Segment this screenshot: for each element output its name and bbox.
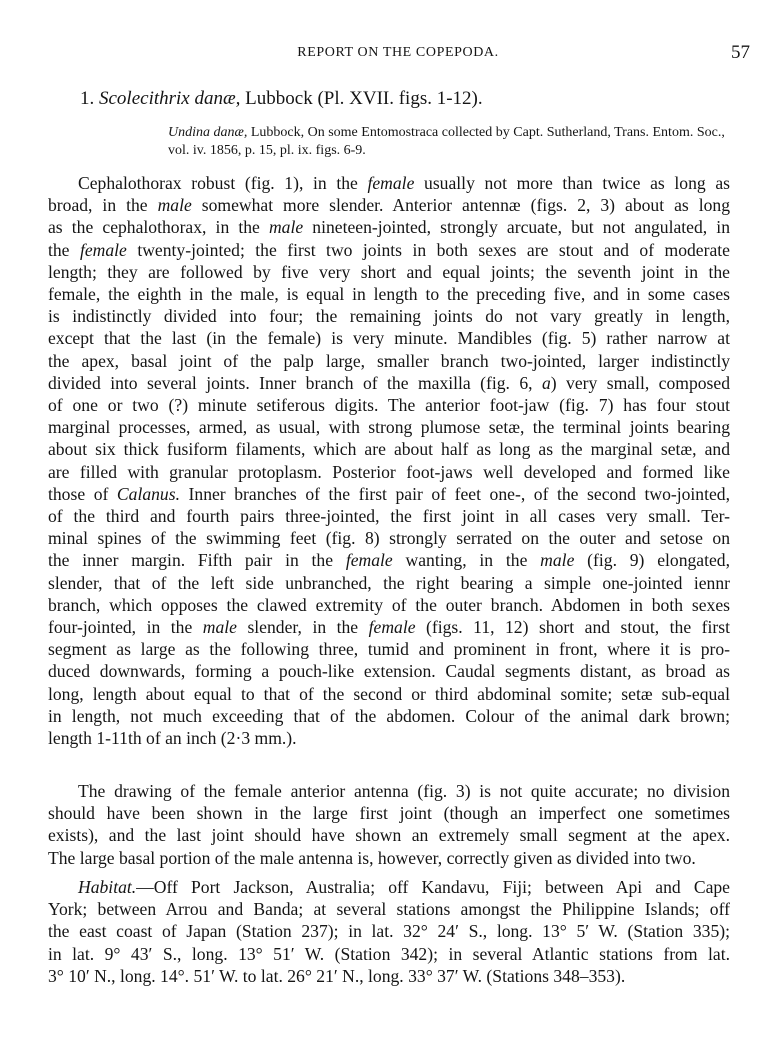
text-line	[48, 638, 730, 660]
text-run: is indistinctly divided into four; the remaining joints do not vary greatly in length,	[48, 306, 730, 327]
text-line	[48, 216, 730, 238]
italic-run: female	[367, 173, 415, 193]
synonym-reference-cont: vol. iv. 1856, p. 15, pl. ix. figs. 6-9.	[168, 143, 366, 158]
text-run: of one or two (?) minute setiferous digits. The anterior foot-jaw (fig. 7) has four stout	[48, 395, 730, 416]
text-run: branch, which opposes the clawed extremity of the outer branch. Abdomen in both sexes	[48, 594, 730, 615]
text-line	[48, 350, 730, 372]
italic-run: a	[541, 372, 551, 393]
text-line	[48, 527, 730, 549]
text-run: wanting, in the	[392, 550, 541, 571]
text-run: those of	[48, 483, 117, 504]
text-line	[48, 920, 730, 942]
text-run: about six thick fusiform filaments, which are about half as long as the marginal setæ, and	[48, 439, 730, 460]
text-line	[48, 705, 730, 727]
text-run: slender, that of the left side unbranched, the right bearing a simple one-jointed iennr	[48, 572, 730, 593]
text-run: —Off Port Jackson, Australia; off Kandavu, Fiji; between Api and Cape	[136, 877, 730, 897]
synonymy-citation	[168, 124, 728, 160]
text-run: length; they are followed by five very short and equal joints; the seventh joint in the	[48, 261, 730, 282]
text-run: usually not more than twice as long as	[414, 173, 730, 193]
text-run: (figs. 11, 12) short and stout, the first	[415, 617, 730, 638]
text-line	[48, 505, 730, 527]
habitat-paragraph	[48, 876, 730, 987]
text-line	[48, 549, 730, 571]
italic-run: male	[202, 617, 237, 638]
text-run: the	[48, 239, 80, 260]
text-line	[48, 802, 730, 824]
text-run: somewhat more slender. Anterior antennæ (figs. 2, 3) about as long	[191, 195, 730, 216]
italic-run: male	[157, 195, 192, 216]
text-run: should have been shown in the large first joint (though an imperfect one sometimes	[48, 803, 730, 824]
text-line	[48, 416, 730, 438]
text-line	[48, 847, 730, 869]
italic-run: female	[79, 239, 127, 260]
text-line	[48, 283, 730, 305]
running-header	[46, 42, 750, 66]
species-number: 1.	[80, 88, 95, 109]
page-number: 57	[731, 42, 750, 63]
text-run: divided into several joints. Inner branch of the maxilla (fig. 6,	[48, 372, 542, 393]
italic-run: male	[268, 217, 304, 238]
text-line	[48, 594, 730, 616]
text-run: 3° 10′ N., long. 14°. 51′ W. to lat. 26° 21′ N., long. 33° 37′ W. (Stations 348–353).	[48, 965, 626, 986]
text-run: marginal processes, armed, as usual, with strong plumose setæ, the terminal joints bearing	[48, 417, 730, 438]
text-line	[48, 727, 730, 749]
italic-run: female	[368, 617, 416, 638]
running-title: REPORT ON THE COPEPODA.	[297, 45, 499, 60]
text-line	[48, 965, 730, 987]
text-run: broad, in the	[48, 195, 158, 216]
text-line	[48, 572, 730, 594]
text-run: ) very small, composed	[550, 372, 730, 393]
text-run: are filled with granular protoplasm. Posterior foot-jaws well developed and formed like	[48, 461, 730, 482]
species-heading	[80, 88, 483, 110]
antenna-note-paragraph	[48, 780, 730, 869]
text-line	[48, 780, 730, 802]
text-run: the apex, basal joint of the palp large, smaller branch two-jointed, larger indistinctly	[48, 350, 730, 371]
text-line	[48, 305, 730, 327]
text-line	[48, 660, 730, 682]
text-line	[48, 239, 730, 261]
text-line	[48, 898, 730, 920]
text-line	[48, 943, 730, 965]
text-run: as the cephalothorax, in the	[48, 217, 269, 238]
text-run: in length, not much exceeding that of the abdomen. Colour of the animal dark brown;	[48, 705, 730, 726]
text-run: four-jointed, in the	[48, 617, 203, 638]
text-line	[48, 438, 730, 460]
text-run: nineteen-jointed, strongly arcuate, but not angulated, in	[303, 217, 730, 238]
italic-run: Habitat.	[78, 877, 137, 897]
text-line	[48, 194, 730, 216]
text-run: duced downwards, forming a pouch-like extension. Caudal segments distant, as broad as	[48, 661, 730, 682]
text-run: York; between Arrou and Banda; at several stations amongst the Philippine Islands; off	[48, 899, 730, 920]
text-line	[48, 394, 730, 416]
text-run: Cephalothorax robust (fig. 1), in the	[78, 173, 368, 193]
text-line	[48, 616, 730, 638]
text-run: length 1-11th of an inch (2·3 mm.).	[48, 728, 297, 749]
text-line	[48, 372, 730, 394]
text-run: Inner branches of the first pair of feet one-, of the second two-jointed,	[179, 483, 730, 504]
text-line	[48, 172, 730, 194]
text-run: female, the eighth in the male, is equal in length to the preceding five, and in some cases	[48, 284, 730, 305]
species-authority: Lubbock (Pl. XVII. figs. 1-12).	[245, 88, 483, 109]
text-run: segment as large as the following three, tumid and prominent in front, where it is pro-	[48, 639, 730, 660]
text-line	[48, 824, 730, 846]
text-run: exists), and the last joint should have shown an extremely small segment at the apex.	[48, 825, 730, 846]
synonym-name: Undina danæ,	[168, 125, 248, 140]
text-run: twenty-jointed; the first two joints in both sexes are stout and of moderate	[126, 239, 730, 260]
text-line	[48, 876, 730, 898]
text-line	[48, 327, 730, 349]
text-line	[48, 261, 730, 283]
text-run: except that the last (in the female) is very minute. Mandibles (fig. 5) rather narrow at	[48, 328, 730, 349]
italic-run: Calanus.	[116, 483, 180, 504]
text-run: slender, in the	[236, 617, 369, 638]
synonym-reference: Lubbock, On some Entomostraca collected by Capt. Sutherland, Trans. Entom. Soc.,	[250, 125, 725, 140]
italic-run: female	[345, 550, 393, 571]
text-run: The large basal portion of the male antenna is, however, correctly given as divided into two.	[48, 847, 696, 868]
text-run: the inner margin. Fifth pair in the	[48, 550, 346, 571]
text-line	[48, 461, 730, 483]
text-run: of the third and fourth pairs three-jointed, the first joint in all cases very small. Ter-	[48, 506, 730, 527]
text-run: long, length about equal to that of the second or third abdominal somite; setæ sub-equal	[48, 683, 730, 704]
text-line	[48, 683, 730, 705]
text-line	[48, 483, 730, 505]
italic-run: male	[540, 550, 575, 571]
text-run: minal spines of the swimming feet (fig. 8) strongly serrated on the outer and setose on	[48, 528, 730, 549]
text-run: the east coast of Japan (Station 237); in lat. 32° 24′ S., long. 13° 5′ W. (Station 335);	[48, 921, 730, 942]
text-run: (fig. 9) elongated,	[574, 550, 730, 571]
text-run: in lat. 9° 43′ S., long. 13° 51′ W. (Station 342); in several Atlantic stations from lat.	[48, 943, 730, 964]
text-run: The drawing of the female anterior antenna (fig. 3) is not quite accurate; no division	[78, 781, 730, 801]
description-paragraph	[48, 172, 730, 749]
species-name: Scolecithrix danæ,	[99, 88, 241, 109]
